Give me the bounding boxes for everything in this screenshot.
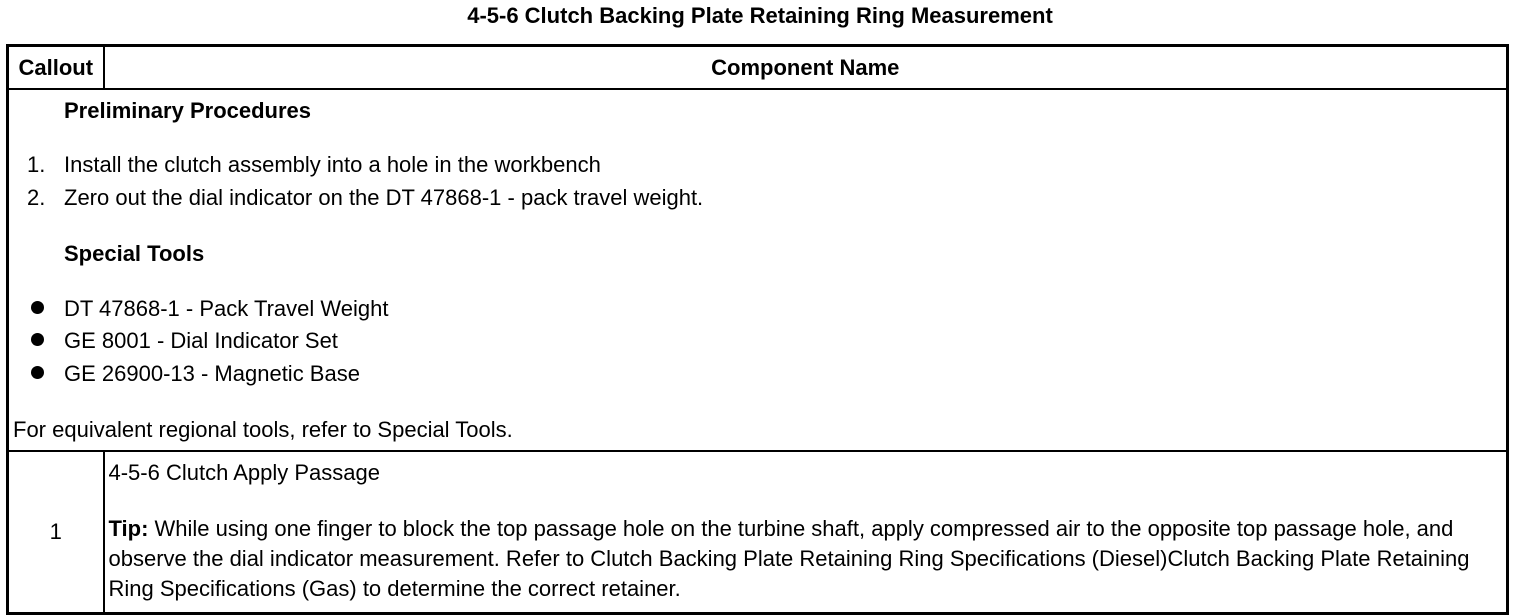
bullet-icon bbox=[31, 301, 44, 314]
tool-text: DT 47868-1 - Pack Travel Weight bbox=[64, 296, 389, 321]
procedure-table bbox=[6, 44, 1509, 615]
step-number: 1. bbox=[27, 152, 46, 177]
table-header-row bbox=[8, 46, 1508, 90]
bullet-icon bbox=[31, 366, 44, 379]
procedure-step bbox=[27, 185, 703, 211]
step-number: 2. bbox=[27, 185, 46, 210]
tool-list-item bbox=[31, 361, 360, 387]
component-cell bbox=[104, 451, 1508, 614]
tip-paragraph bbox=[109, 514, 1503, 604]
table-row bbox=[8, 451, 1508, 614]
page-title: 4-5-6 Clutch Backing Plate Retaining Ring Measurement bbox=[467, 3, 1053, 28]
tool-text: GE 8001 - Dial Indicator Set bbox=[64, 328, 338, 353]
tool-text: GE 26900-13 - Magnetic Base bbox=[64, 361, 360, 386]
bullet-icon bbox=[31, 333, 44, 346]
callout-column-header: Callout bbox=[8, 46, 104, 90]
step-text: Install the clutch assembly into a hole in the workbench bbox=[64, 152, 601, 177]
tip-label: Tip: bbox=[108, 516, 149, 541]
special-tools-heading: Special Tools bbox=[64, 241, 205, 266]
preliminary-row bbox=[8, 89, 1508, 451]
step-text: Zero out the dial indicator on the DT 47868-1 - pack travel weight. bbox=[64, 185, 704, 210]
tool-list-item bbox=[31, 328, 338, 354]
component-name: 4-5-6 Clutch Apply Passage bbox=[108, 460, 380, 485]
tip-text: While using one finger to block the top passage hole on the turbine shaft, apply compressed air to the opposite top passage hole, and observe the dial indicator measurement. Refer to Clutch Backing Plate Retaining Ring Specifications (Diesel)Clutch Backing Plate Retaining Ring Specifications (Gas) to determine the correct retainer. bbox=[108, 516, 1470, 601]
component-name-column-header: Component Name bbox=[104, 46, 1508, 90]
preliminary-cell bbox=[8, 89, 1508, 451]
tool-list-item bbox=[31, 296, 388, 322]
procedure-step bbox=[27, 152, 601, 178]
regional-tools-note: For equivalent regional tools, refer to Special Tools. bbox=[13, 417, 513, 442]
preliminary-procedures-heading: Preliminary Procedures bbox=[64, 98, 312, 123]
callout-number: 1 bbox=[8, 451, 104, 614]
